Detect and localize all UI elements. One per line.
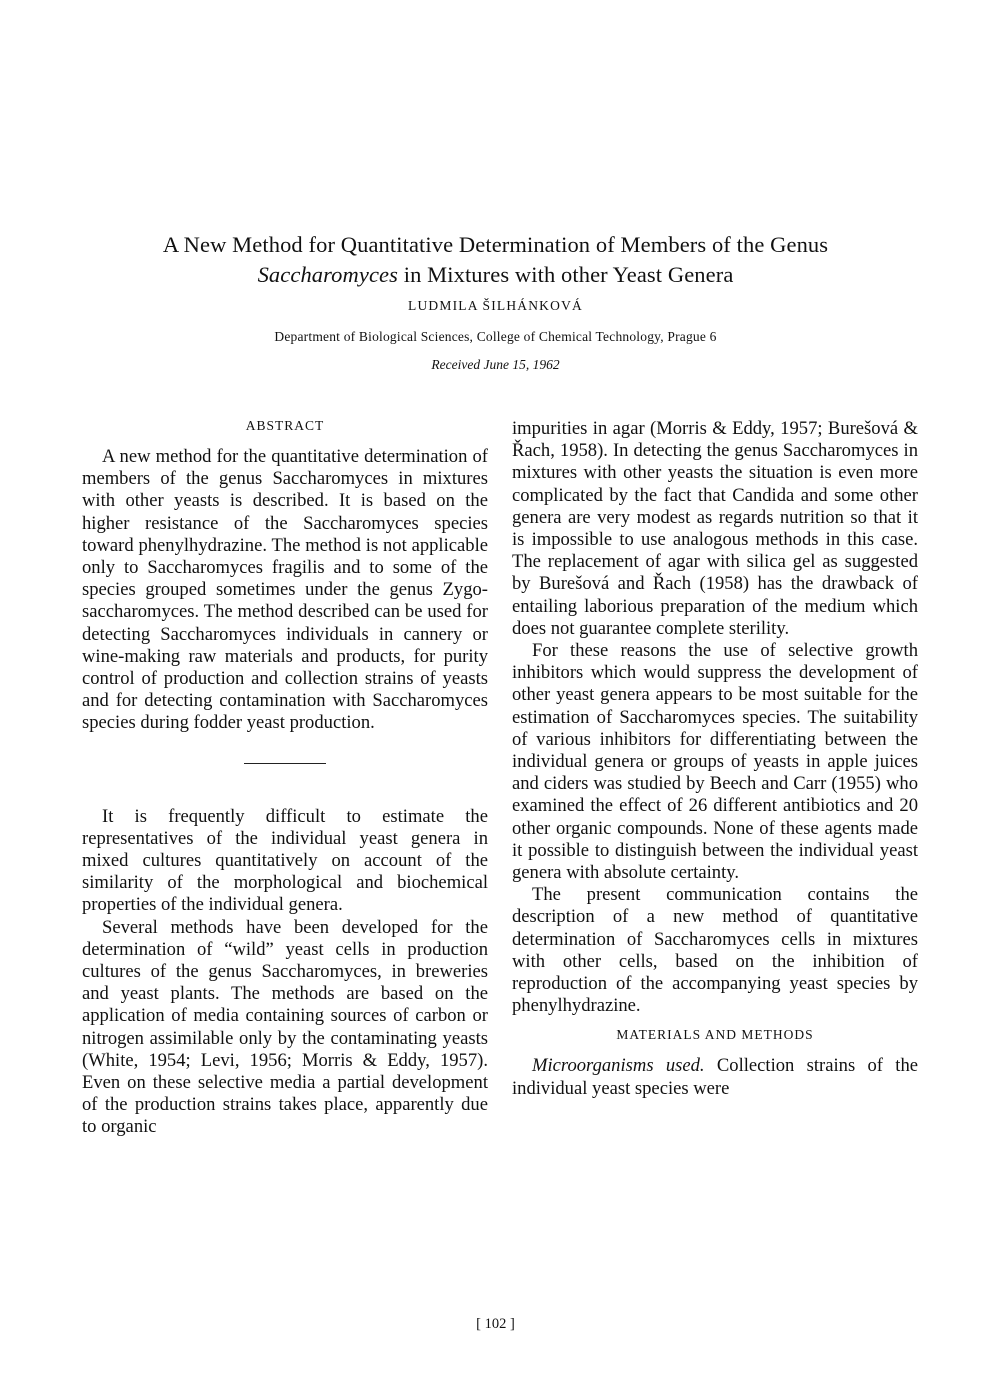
body-paragraph: For these reasons the use of selective growth inhibitors which would suppress the development of other yeast genera appears to be most suitable for the estimation of Saccharomyces species. The suitability of various inhibitors for differentiating between the individual genera or groups of yeasts in apple juices and ciders was studied by Beech and Carr (1955) who examined the effect of 26 different antibiotics and 20 other organic compounds. None of these agents made it possible to distinguish between the individual yeast genera with absolute certainty. <box>512 640 918 884</box>
body-paragraph <box>512 1055 918 1099</box>
title-line-1: A New Method for Quantitative Determination of Members of the Genus <box>162 232 829 257</box>
page-number: [ 102 ] <box>476 1316 515 1332</box>
microorganisms-runin: Microorganisms used. <box>532 1055 705 1077</box>
affiliation: Department of Biological Sciences, College of Chemical Technology, Prague 6 <box>274 329 717 344</box>
materials-methods-heading: MATERIALS AND METHODS <box>616 1027 814 1043</box>
title-genus: Saccharomyces <box>257 262 398 287</box>
right-column <box>512 418 918 1100</box>
article-title <box>0 230 991 290</box>
body-paragraph: Several methods have been developed for the determination of “wild” yeast cells in production cultures of the genus Saccharomyces, in breweries and yeast plants. The methods are based on the application of media containing sources of carbon or nitrogen assimilable only by the contaminating yeasts (White, 1954; Levi, 1956; Morris & Eddy, 1957). Even on these selective media a partial development of the production strains takes place, apparently due to organic <box>82 916 488 1138</box>
body-paragraph-continued: impurities in agar (Morris & Eddy, 1957; Burešová & Řach, 1958). In detecting the genus Saccharomyces in mixtures with other yeasts the situation is even more complicated by the fact that Candida and some other genera are very modest as regards nutrition so that it is impossible to use analogous methods in this case. The replacement of agar with silica gel as suggested by Burešová and Řach (1958) has the drawback of entailing laborious preparation of the medium which does not guarantee complete sterility. <box>512 418 918 639</box>
body-paragraph: The present communication contains the description of a new method of quantitative determination of Saccharomyces cells in mixtures with other cells, based on the inhibition of reproduction of the accompanying yeast species by phenylhydrazine. <box>512 884 918 1017</box>
title-line-2: in Mixtures with other Yeast Genera <box>398 262 734 287</box>
author-name: LUDMILA ŠILHÁNKOVÁ <box>408 298 583 313</box>
body-paragraph: It is frequently difficult to estimate the representatives of the individual yeast genera in mixed cultures quantitatively on account of the similarity of the morphological and biochemical properties of the individual genera. <box>82 805 488 916</box>
abstract-heading: ABSTRACT <box>245 418 325 433</box>
section-divider <box>244 763 326 764</box>
abstract-text: A new method for the quantitative determination of members of the genus Saccharomyces in mixtures with other yeasts is described. It is based on the higher resistance of the Saccharomyces species toward phenylhydrazine. The method is not applicable only to Saccharomyces fragilis and to some of the species grouped sometimes under the genus Zygosaccharomyces. The method described can be used for detecting Saccharomyces individuals in cannery or wine-making raw materials and products, for purity control of production and collection strains of yeasts and for detecting contamination with Saccharomyces species during fodder yeast production. <box>82 446 488 734</box>
left-column <box>82 418 488 1139</box>
title-block <box>0 230 991 373</box>
microorganisms-text: Collection strains of the individual yeast species were <box>512 1055 918 1099</box>
received-date: Received June 15, 1962 <box>431 357 560 372</box>
